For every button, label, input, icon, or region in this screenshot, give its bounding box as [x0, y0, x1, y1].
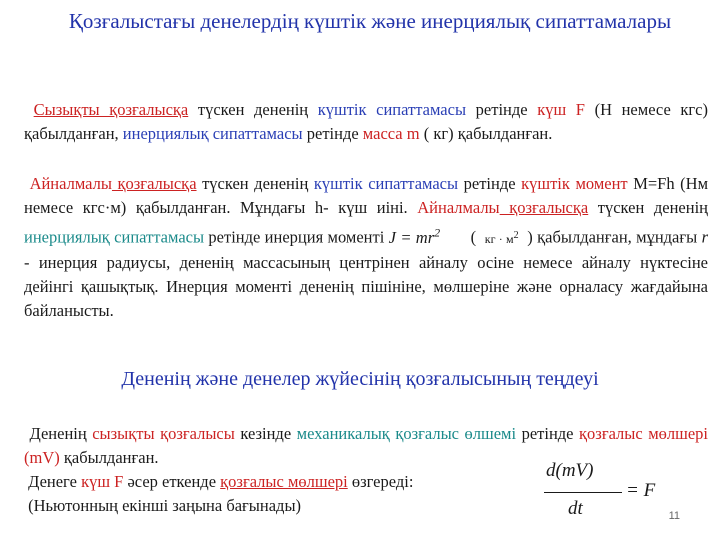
unit-kg-m2: кг · $м^2$ [484, 229, 519, 246]
term-torque: күштік момент [521, 174, 628, 193]
term-mechanical-measure: механикалық қозғалыс өлшемі [296, 424, 517, 443]
term-rotational: Айналмалы [29, 174, 112, 193]
formula-newton-second-law [540, 460, 660, 530]
term-force-characteristic: күштік сипаттамасы [317, 100, 467, 119]
term-inertial-characteristic-2: инерциялық сипаттамасы [24, 227, 205, 247]
term-momentum: қозғалыс мөлшері (mV) [24, 424, 709, 467]
section-heading-equation-of-motion: Дененің және денелер жүйесінің қозғалысының теңдеуі [121, 368, 599, 390]
paragraph-rotational-motion: Айналмалы қозғалысқа түскен дененің күштік сипаттамасы ретінде күштік момент M=Fh (Нм немесе кгс·м) қабылданған. Мұндағы h- күш иіні. Айналмалы қозғалысқа түскен дененің инерциялық сипаттамасы ретінде инерция моменті $J = mr^2$ ( кг · $м^2$ ) қабылданған, мұндағы r - инерция радиусы, дененің массасының центрінен айналу осіне немесе айналу нүктесіне дейінгі қашықтық. Инерция моменті дененің пішініне, мөлшеріне және орналасу жағдайына байланысты. [24, 174, 709, 320]
term-linear-motion: Сызықты қозғалысқа [33, 100, 189, 119]
formula-moment-of-inertia: $J = mr^2$ [388, 225, 441, 247]
paragraph-momentum: Дененің сызықты қозғалысы кезінде механикалық қозғалыс өлшемі ретінде қозғалыс мөлшері (mV) қабылданған. [24, 424, 709, 467]
fraction-bar [544, 492, 622, 493]
term-rotational-2: Айналмалы [417, 198, 500, 217]
term-mass: масса m [362, 124, 420, 143]
term-linear-motion-2: сызықты қозғалысы [92, 424, 235, 443]
formula-denominator: dt [568, 498, 583, 519]
term-inertial-characteristic: инерциялық сипаттамасы [122, 124, 303, 143]
formula-rhs: = F [626, 480, 656, 501]
term-momentum-2: қозғалыс мөлшері [220, 472, 348, 491]
term-force-characteristic-2: күштік сипаттамасы [313, 174, 459, 193]
newton-law-note: (Ньютонның екінші заңына бағынады) [28, 496, 302, 515]
formula-numerator: d(mV) [546, 460, 594, 481]
page-number: 11 [668, 510, 680, 522]
paragraph-newton: Денеге күш F әсер еткенде қозғалыс мөлшері өзгереді: (Ньютонның екінші заңына бағынады) [28, 472, 414, 515]
paragraph-linear-motion: Сызықты қозғалысқа түскен дененің күштік сипаттамасы ретінде күш F (Н немесе кгс) қабылданған, инерциялық сипаттамасы ретінде масса m ( кг) қабылданған. [24, 100, 708, 143]
term-force-2: күш F [81, 472, 124, 491]
slide-title: Қозғалыстағы денелердің күштік және инерциялық сипаттамалары [68, 9, 672, 33]
term-force: күш F [537, 100, 585, 119]
